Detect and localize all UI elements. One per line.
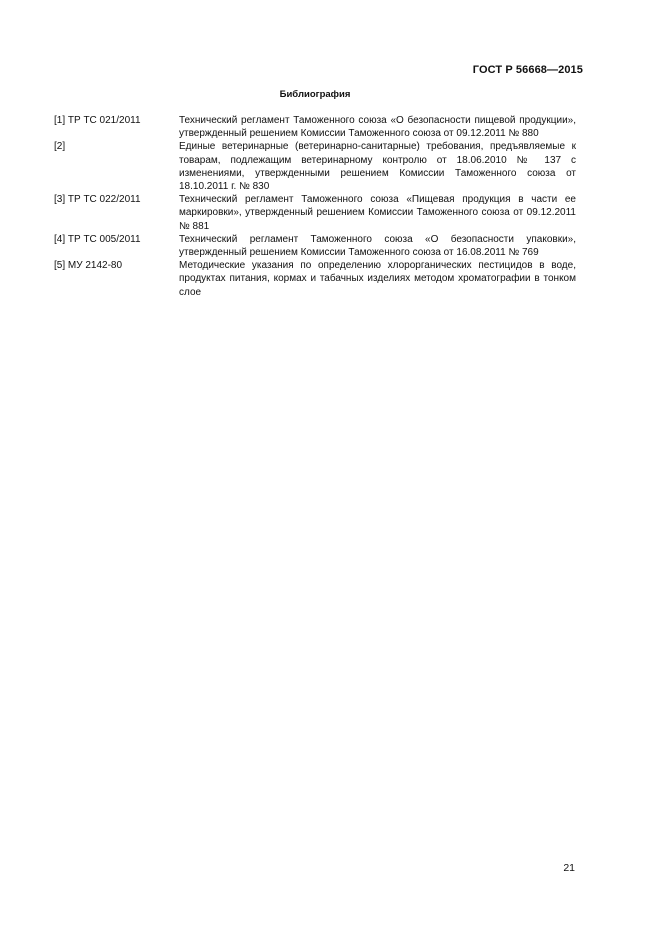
- bibliography-list: [54, 114, 576, 299]
- bibliography-ref: [5] МУ 2142-80: [54, 260, 123, 272]
- bibliography-text: Методические указания по определению хлорорганических пестицидов в воде, продуктах питания, кормах и табачных изделиях методом хроматографии в тонком слое: [179, 260, 576, 298]
- bibliography-text: Технический регламент Таможенного союза «Пищевая продукция в части ее маркировки», утвержденный решением Комиссии Таможенного союза от 09.12.2011 № 881: [179, 194, 576, 232]
- bibliography-text: Технический регламент Таможенного союза «О безопасности пищевой продукции», утвержденный решением Комиссии Таможенного союза от 09.12.2011 № 880: [179, 115, 576, 140]
- bibliography-entry-2: [54, 140, 576, 193]
- bibliography-text: Единые ветеринарные (ветеринарно-санитарные) требования, предъявляемые к товарам, подлежащим ветеринарному контролю от 18.06.2010 № 137 с изменениями, утвержденными решением Комиссии Таможенного союза от 18.10.2011 г. № 830: [179, 141, 576, 193]
- bibliography-ref: [2]: [54, 141, 66, 153]
- bibliography-title: Библиография: [279, 89, 351, 100]
- page-number: 21: [563, 862, 575, 874]
- bibliography-text: Технический регламент Таможенного союза «О безопасности упаковки», утвержденный решением Комиссии Таможенного союза от 16.08.2011 № 769: [179, 233, 576, 259]
- bibliography-entry-3: [54, 193, 576, 233]
- bibliography-entry-5: [54, 259, 576, 299]
- bibliography-entry-4: [54, 233, 576, 259]
- bibliography-entry-1: [54, 114, 576, 140]
- document-code-header: ГОСТ Р 56668—2015: [472, 64, 583, 76]
- bibliography-ref: [4] ТР ТС 005/2011: [54, 233, 141, 245]
- bibliography-ref: [1] ТР ТС 021/2011: [54, 115, 141, 126]
- bibliography-ref: [3] ТР ТС 022/2011: [54, 194, 141, 206]
